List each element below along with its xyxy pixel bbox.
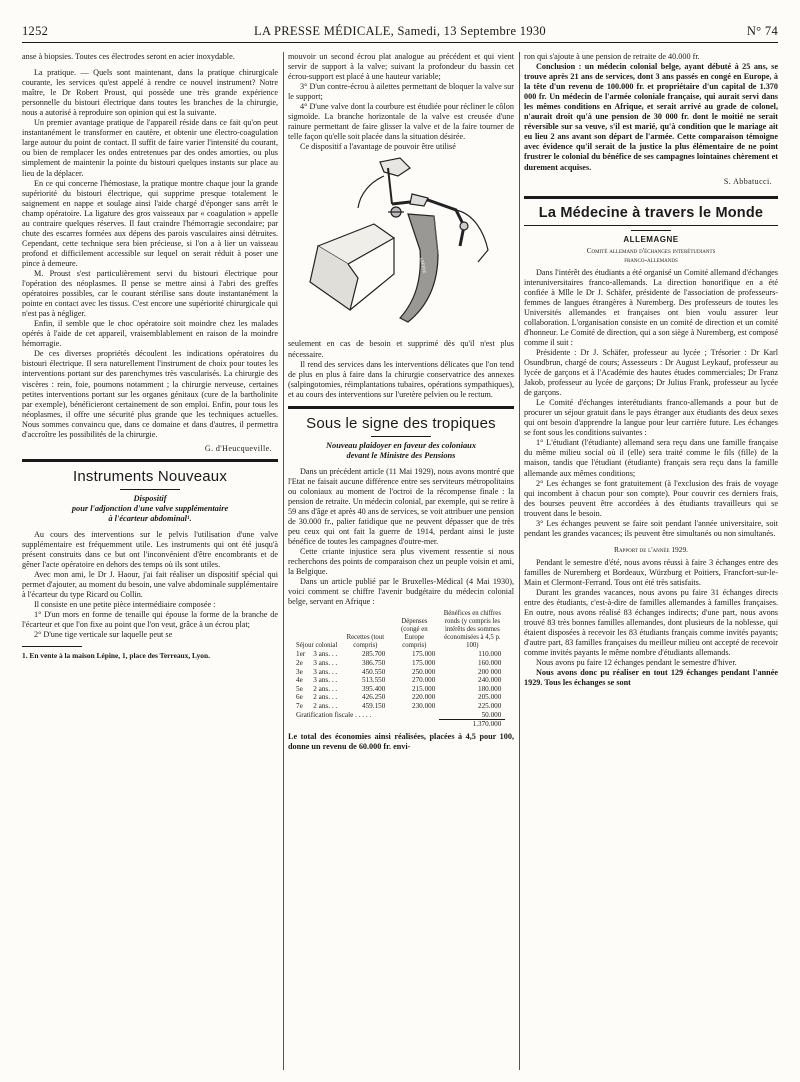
subtitle-line: devant le Ministre des Pensions (346, 450, 456, 460)
article-subtitle (288, 441, 514, 461)
header-sejour: Séjour colonial (296, 642, 338, 650)
duration-cell: 2 ans. . . (313, 684, 338, 693)
paragraph: Enfin, il semble que le choc opératoire soit moindre chez les malades opérés à l'aide de cet appareil, vraisemblablement en raison de la moindre hémorragie. (22, 319, 278, 349)
author-signature: S. Abbatucci. (723, 176, 772, 186)
paragraph: Durant les grandes vacances, nous avons pu faire 31 échanges directs entre des étudiants, c'est-à-dire de familles allemandes à familles françaises. En outre, nous avons réalisé 83 échanges indirects; d'une part, nous avons trouvé 83 très bonnes familles allemandes, dont plusieurs de la noblesse, qui étaient disposées à recevoir les 83 étudiants français comme invités payants; d'autre part, 83 familles françaises du meilleur milieu ont accepté de recevoir comme invités payants le même nombre d'étudiants allemands. (524, 587, 778, 658)
paragraph: 1° L'étudiant (l'étudiante) allemand sera reçu dans une famille française du même milieu social où il (elle) sera traité comme le fils (fille) de la maison, tandis que l'étudiant (étudiante) français sera reçu dans la famille allemande aux mêmes conditions; (524, 438, 778, 478)
section-rule (524, 196, 778, 199)
paragraph: Avec mon ami, le Dr J. Haour, j'ai fait réaliser un dispositif spécial qui permet d'ajouter, au moment du besoin, une valve abdominale supplémentaire à l'écarteur du type Ricard ou Collin. (22, 569, 278, 600)
benefices-cell: 110.000 (478, 650, 502, 659)
paragraph: Nous avons donc pu réaliser en tout 129 échanges pendant l'année 1929. Tous les échanges se sont (524, 668, 778, 688)
table-row (292, 676, 505, 685)
author-signature: G. d'Heucqueville. (204, 443, 272, 453)
report-heading: Rapport de l'année 1929. (614, 544, 688, 554)
header-recettes: Recettes (tout compris) (346, 634, 385, 650)
paragraph: 2° Les échanges se font gratuitement (à l'exclusion des frais de voyage qui incombent à chacun pour son compte). Pour couvrir ces derniers frais, des bourses peuvent être accordées à des étudiants travailleurs qui se trouvent dans le besoin. (524, 478, 778, 518)
paragraph: anse à biopsies. Toutes ces électrodes seront en acier inoxydable. (22, 52, 235, 61)
short-rule (631, 230, 671, 231)
table-row (292, 685, 505, 694)
subtitle-line: Dispositif (133, 493, 167, 503)
ordinal-cell: 4e (296, 676, 303, 685)
country-heading: ALLEMAGNE (623, 234, 679, 244)
paragraph: 1° D'un mors en forme de tenaille qui épouse la forme de la branche de l'écarteur et que l'on fixe au point que l'on veut, grâce à un écrou plat; (22, 610, 278, 630)
paragraph: Il rend des services dans les interventions délicates que l'on tend de plus en plus à faire dans la chirurgie conservatrice des annexes (salpingotomies, réimplantations tubaires, opérations sympathiques), et au cours des interventions sur l'uretère pelvien ou le rectum. (288, 359, 514, 399)
recettes-cell: 459.150 (361, 701, 386, 710)
paragraph: 4° D'une valve dont la courbure est étudiée pour récliner le côlon sigmoïde. La branche horizontale de la valve est creusée d'une rainure permettant de faire glisser la valve et de la faire tourner de telle façon qu'elle soit placée dans la situation désirée. (288, 102, 514, 142)
paragraph: De ces diverses propriétés découlent les indications opératoires du bistouri électrique. Il sera naturellement l'instrument de choix pour toutes les interventions portant sur des parenchymes très vascularisés. La chirurgie des viscères : rein, foie, poumons notamment ; la chirurgie nerveuse, certaines petites interventions portant sur les organes génitaux (cure de la bartholinite par exemple), bénéficieront certainement de son emploi. Enfin, pour tous les néoplasmes, il offre une sécurité plus grande que les techniques actuelles. Nous sommes convaincu que, dans ce domaine et dans d'autres, il permettra d'accroître les possibilités de la chirurgie. (22, 349, 278, 439)
page-number: 1252 (22, 24, 49, 38)
page-header (22, 22, 778, 43)
section-title: Sous le signe des tropiques (306, 414, 496, 432)
depenses-cell: 220.000 (411, 693, 436, 702)
paragraph: En ce qui concerne l'hémostase, la pratique montre chaque jour la grande supériorité du bistouri électrique, qui supprime presque totalement le saignement en nappe et soulage ainsi l'aide chargé d'éponger sans arrêt le champ opératoire. La ligature des gros vaisseaux par « coagulation » appelle au contraire quelques réserves. Il faut craindre l'hémorragie secondaire; par chute des escarres formées aux dépens des parois vasculaires ainsi détruites. Cependant, cette technique sera bien précieuse, si l'on a à lier un vaisseau profond et difficilement accessible sur lequel on serait réduit à poser une pince à demeure. (22, 178, 278, 268)
recettes-cell: 285.700 (361, 650, 386, 659)
duration-cell: 3 ans. . . (313, 650, 338, 659)
depenses-cell: 230.000 (411, 701, 436, 710)
header-depenses: Dépenses (congé en Europe compris) (401, 618, 428, 650)
section-rule (22, 459, 278, 462)
recettes-cell: 426.250 (361, 693, 386, 702)
paragraph: Au cours des interventions sur le pelvis l'utilisation d'une valve supplémentaire est fréquemment utile. Les instruments qui ont été jusqu'à présent construits dans ce but ont l'inconvénient d'être encombrants et de gêner l'acte opératoire en dehors des temps où ils sont utiles. (22, 529, 278, 569)
paragraph: Dans un précédent article (11 Mai 1929), nous avons montré que l'Etat ne faisait aucune différence entre ses serviteurs métropolitains ou coloniaux au moment de l'octroi de la récompense finale : la pension de retraite. Un médecin colonial, par exemple, qui se retire à 59 ans d'âge et après 40 ans de services, se voit attribuer une pension de 30.000 fr., palier fatidique que ne peuvent dépasser que de très peu ceux qui ont fait la guerre de 1914, perdant ainsi le juste bénéfice de toutes les campagnes d'outre-mer. (288, 466, 514, 547)
figure-maker-label: LEPINE (419, 257, 428, 275)
committee-line: franco-allemands (624, 254, 678, 264)
paragraph: Le Comité d'échanges interétudiants franco-allemands a pour but de procurer un séjour gratuit dans le pays étranger aux étudiants des deux sexes qui ont besoin d'apprendre la langue pour leur carrière future. Les échanges se font sous les conditions suivantes : (524, 398, 778, 438)
title-rule (371, 436, 431, 437)
paragraph: Conclusion : un médecin colonial belge, ayant débuté à 25 ans, se trouve après 21 ans de services, dont 3 ans passés en congé en Europe, à la tête d'un revenu de 100.000 fr. et propriétaire d'un capital de 1.370 000 fr. Un médecin de l'armée coloniale française, qui aurait servi dans les mêmes conditions en Afrique, et serait arrivé au grade de colonel, n'aurait droit qu'à une pension de 30 000 fr. dont le moitié ne serait réversible sur sa veuve, s'il est marié, qu'à condition que le mariage ait eu lieu 2 ans avant son départ de l'armée. Cette comparaison témoigne avec évidence qu'il serait de la justice la plus élémentaire de ne point frustrer le colonial du bénéfice de ses campagnes lointaines chèrement et durement acquises. (524, 62, 778, 172)
subtitle-line: à l'écarteur abdominal¹. (108, 513, 192, 523)
paragraph: Dans un article publié par le Bruxelles-Médical (4 Mai 1930), voici comment se chiffre l'avenir budgétaire du médecin colonial belge, servant en Afrique : (288, 577, 514, 607)
paragraph: seulement en cas de besoin et supprimé dès qu'il n'est plus nécessaire. (288, 339, 514, 359)
paragraph: Ce dispositif a l'avantage de pouvoir être utilisé (300, 142, 456, 152)
column-2 (288, 52, 514, 752)
retractor-valve-illustration (288, 154, 514, 330)
ordinal-cell: 7e (296, 701, 303, 710)
duration-cell: 3 ans. . . (313, 667, 338, 676)
paragraph: 3° Les échanges peuvent se faire soit pendant l'année universitaire, soit pendant les grandes vacances; ils peuvent être simultanés ou non simultanés. (524, 518, 778, 538)
duration-cell: 3 ans. . . (313, 676, 338, 685)
recettes-cell: 450.550 (361, 667, 386, 676)
duration-cell: 2 ans. . . (313, 693, 338, 702)
paragraph: Pendant le semestre d'été, nous avons réussi à faire 3 échanges entre des familles de Nuremberg et Bordeaux, Würzburg et Poitiers, Francfort-sur-le-Main et Clermont-Ferrand. Tous ont été très satisfaits. (524, 557, 778, 587)
paragraph: 3° D'un contre-écrou à ailettes permettant de bloquer la valve sur le support; (288, 82, 514, 102)
title-rule (524, 225, 778, 226)
header-benefices: Bénéfices en chiffres ronds (y compris les intérêts des sommes économisées à 4,5 p. 100) (443, 610, 501, 650)
duration-cell: 3 ans. . . (313, 659, 338, 667)
benefices-cell: 180.000 (477, 684, 502, 693)
ordinal-cell: 3e (296, 667, 303, 676)
paragraph: Il consiste en une petite pièce intermédiaire composée : (34, 600, 216, 610)
benefices-cell: 160.000 (477, 659, 502, 667)
table-row (292, 702, 505, 711)
table-row (292, 659, 505, 668)
recettes-cell: 395.400 (361, 684, 386, 693)
table-total: 1.370.000 (439, 720, 505, 729)
benefices-cell: 200 000 (477, 667, 502, 676)
colonial-budget-table (292, 610, 505, 728)
committee-heading (524, 246, 778, 264)
column-divider (519, 52, 520, 1070)
gratification-value: 50.000 (481, 710, 502, 719)
subtitle-line: pour l'adjonction d'une valve supplémentaire (71, 503, 229, 513)
paragraph: La pratique. — Quels sont maintenant, dans la pratique chirurgicale courante, les services qu'est appelé à rendre ce nouvel instrument? Notre maître, le Dr Robert Proust, qui possède une très grande expérience personnelle du bistouri électrique dans toutes les branches de la chirurgie, nous a autorisé à reproduire son opinion qui est la suivante. (22, 68, 278, 118)
depenses-cell: 175.000 (411, 659, 436, 667)
depenses-cell: 250.000 (411, 667, 436, 676)
paragraph: M. Proust s'est particulièrement servi du bistouri électrique pour l'opération des néoplasmes. Il pense se mettre ainsi à l'abri des greffes opératoires possibles, car le courant stérilise sans doute instantanément la pointe en contact avec les tissus. C'est encore une supériorité chirurgicale qui n'est pas à négliger. (22, 268, 278, 319)
section-rule (288, 406, 514, 409)
paragraph: Cette criante injustice sera plus vivement ressentie si nous recherchons des points de comparaison chez un peuple voisin et ami, la Belgique. (288, 547, 514, 577)
title-rule (120, 489, 180, 490)
depenses-cell: 175.000 (411, 650, 436, 659)
paragraph: 2° D'une tige verticale sur laquelle peut se (34, 630, 173, 640)
section-title: La Médecine à travers le Monde (538, 204, 764, 221)
column-divider (283, 52, 284, 1070)
duration-cell: 2 ans. . . (313, 701, 338, 710)
section-title: Instruments Nouveaux (72, 467, 228, 485)
column-3 (524, 52, 778, 688)
issue-number: N° 74 (746, 24, 778, 38)
paragraph: Nous avons pu faire 12 échanges pendant le semestre d'hiver. (536, 658, 737, 668)
article-subtitle (22, 494, 278, 524)
recettes-cell: 386.750 (361, 659, 386, 667)
subtitle-line: Nouveau plaidoyer en faveur des coloniaux (325, 440, 477, 450)
table-row (292, 693, 505, 702)
benefices-cell: 240.000 (477, 676, 502, 685)
column-1 (22, 52, 278, 661)
table-row (292, 650, 505, 659)
journal-title: LA PRESSE MÉDICALE, Samedi, 13 Septembre 1930 (254, 24, 546, 38)
paragraph: Présidente : Dr J. Schäfer, professeur au lycée ; Trésorier : Dr Karl Osundbrun, chargé de cours; Assesseurs : Dr August Leykauf, professeur au lycée de garçons et à l'Académie des hautes études commerciales; Dr Franz Jakob, professeur au lycée de garçons; Dr Julius Frank, professeur au lycée de garçons. (524, 347, 778, 398)
table-row (292, 668, 505, 677)
gratification-label: Gratification fiscale . . . . . (296, 711, 372, 720)
depenses-cell: 270.000 (411, 676, 436, 685)
paragraph: mouvoir un second écrou plat analogue au précédent et qui vient servir de support à la valve; suivant la profondeur du bassin cet écrou-support est placé à une hauteur variable; (288, 52, 514, 82)
paragraph: Dans l'intérêt des étudiants a été organisé un Comité allemand d'échanges interuniversitaires franco-allemands. La direction honorifique en a été confiée à Mlle le Dr J. Schäfer, présidente de l'association de professeurs-femmes de langues étrangères à Nuremberg. Des professeurs de toutes les Universités allemandes et françaises ont bien voulu assurer leur collaboration. L'organisation consiste en un comité de direction et un comité d'honneur. Le Comité de direction, qui a son siège à Nuremberg, est composé comme il suit : (524, 267, 778, 347)
benefices-cell: 205.000 (477, 693, 502, 702)
committee-line: Comité allemand d'échanges interétudiants (586, 245, 716, 255)
ordinal-cell: 6e (296, 693, 303, 702)
paragraph: Le total des économies ainsi réalisées, placées à 4,5 pour 100, donne un revenu de 60.000 fr. envi- (288, 731, 514, 751)
ordinal-cell: 2e (296, 659, 303, 667)
paragraph: Un premier avantage pratique de l'appareil réside dans ce fait qu'on peut instantanément le transformer en cautère, et obtenir une électro-coagulation large autour du point de contact. Il suffit de faire varier l'intensité du courant, ou bien de remplacer les ondes entretenues par des ondes amorties, ou plus simplement de maintenir la pointe du bistouri quelques instants sur place au lieu de la déplacer. (22, 118, 278, 178)
depenses-cell: 215.000 (411, 684, 436, 693)
benefices-cell: 225.000 (477, 701, 502, 710)
footnote-rule (22, 646, 82, 647)
ordinal-cell: 1er (296, 650, 306, 659)
recettes-cell: 513.550 (361, 676, 386, 685)
ordinal-cell: 5e (296, 684, 303, 693)
paragraph: ron qui s'ajoute à une pension de retraite de 40.000 fr. (524, 52, 700, 61)
footnote: 1. En vente à la maison Lépine, 1, place des Terreaux, Lyon. (22, 651, 210, 661)
